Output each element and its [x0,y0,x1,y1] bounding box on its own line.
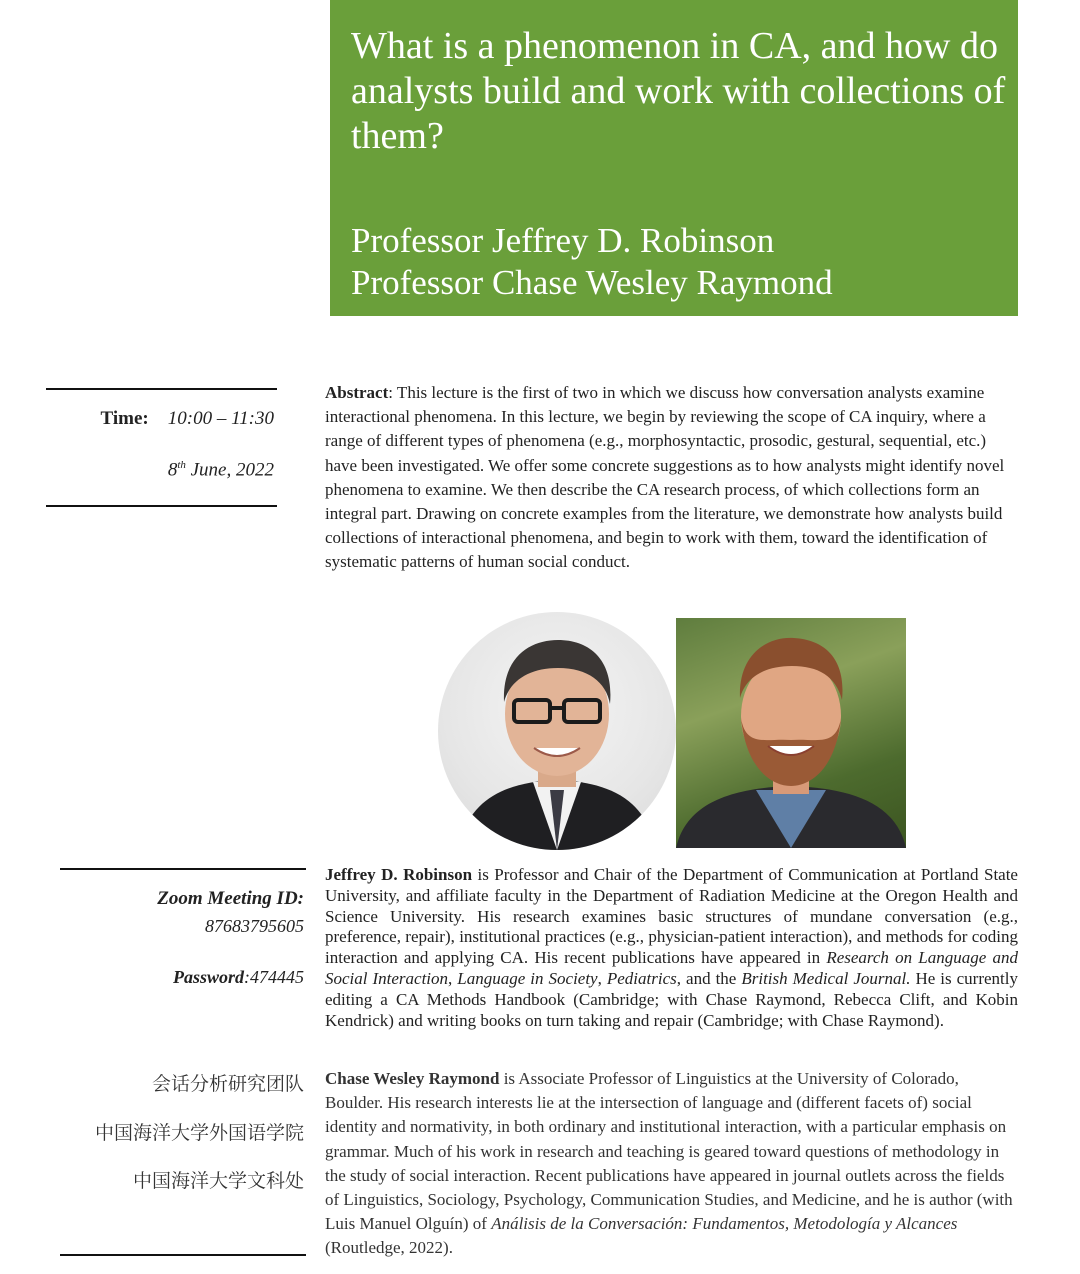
abstract-text: : This lecture is the first of two in which we discuss how conversation analysts examine interactional phenomena. In this lecture, we begin by reviewing the scope of CA inquiry, where a range of different types of phenomena (e.g., morphosyntactic, prosodic, gestural, sequential, etc.) have been investigated. We offer some concrete suggestions as to how analysts might identify novel phenomena to examine. We then describe the CA research process, of which collections form an integral part. Drawing on concrete examples from the literature, we demonstrate how analysts build collections of interactional phenomena, and begin to work with them, toward the identification of systematic patterns of human social conduct. [325,383,1005,572]
robinson-photo [438,612,676,850]
time-label: Time: [100,408,149,429]
time-row [46,408,274,430]
journal-pediatrics: Pediatrics [606,968,677,988]
organizer-1: 会话分析研究团队 [151,1073,304,1095]
journal-rlsi: Research on Language and Social Interaction [325,948,1018,988]
date-row [46,459,274,481]
bio-sep-1: , [448,968,458,988]
journal-lis: Language in Society [457,968,598,988]
zoom-meeting-id: 87683795605 [205,916,304,936]
date-rest: June, 2022 [185,459,274,481]
abstract [325,381,1015,575]
journal-bmj: British Medical Journal. [741,968,911,988]
organizer-3: 中国海洋大学文科处 [132,1170,304,1192]
password-label: Password [172,967,244,987]
bio-robinson-name: Jeffrey D. Robinson [325,865,473,884]
password-value: :474445 [244,967,304,987]
speaker-list [351,220,1011,304]
book-title: Análisis de la Conversación: Fundamentos, Metodología y Alcances [491,1214,958,1234]
bio-robinson-text-1: is Professor and Chair of the Department of Communication at Portland State University, and affiliate faculty in the Department of Radiation Medicine at the Oregon Health and Science University. His research examines basic structures of mundane conversation (e.g., preference, repair), institutional practices (e.g., physician-patient interaction), and methods for coding interaction and applying CA. His recent publications have appeared in [325,865,1018,968]
bio-raymond [325,1067,1018,1261]
date-day: 8 [167,459,178,481]
abstract-label: Abstract [325,383,389,402]
bio-robinson [325,865,1018,1031]
divider-top-zoom [60,868,306,870]
bio-sep-2: , [597,968,607,988]
speaker-robinson: Professor Jeffrey D. Robinson [351,221,775,260]
time-value: 10:00 – 11:30 [167,408,274,429]
zoom-password [60,967,304,988]
date-suffix: th [177,459,186,471]
bio-sep-3: , and the [676,968,742,988]
lecture-title: What is a phenomenon in CA, and how do analysts build and work with collections of them? [351,25,1006,157]
divider-top-time [46,388,277,390]
divider-bottom-time [46,505,277,507]
zoom-meeting-label: Zoom Meeting ID: [157,888,304,909]
bio-raymond-name: Chase Wesley Raymond [325,1069,500,1088]
organizer-2: 中国海洋大学外国语学院 [94,1122,304,1144]
speaker-raymond: Professor Chase Wesley Raymond [351,263,833,302]
raymond-photo [676,618,906,848]
bio-raymond-text-2: (Routledge, 2022). [325,1238,453,1258]
title-banner [330,0,1018,316]
bio-raymond-text-1: is Associate Professor of Linguistics at the University of Colorado, Boulder. His research interests lie at the intersection of language and (different facets of) social identity and normativity, in both ordinary and institutional interaction, with a particular emphasis on grammar. Much of his work in research and teaching is geared toward questions of methodology in the study of social interaction. Recent publications have appeared in journal outlets across the fields of Linguistics, Sociology, Psychology, Communication Studies, and Medicine, and he is author (with Luis Manuel Olguín) of [325,1069,1013,1234]
divider-bottom-org [60,1254,306,1256]
bio-robinson-text-2: He is currently editing a CA Methods Handbook (Cambridge; with Chase Raymond, Rebecca Clift, and Kobin Kendrick) and writing books on turn taking and repair (Cambridge; with Chase Raymond). [325,968,1018,1030]
